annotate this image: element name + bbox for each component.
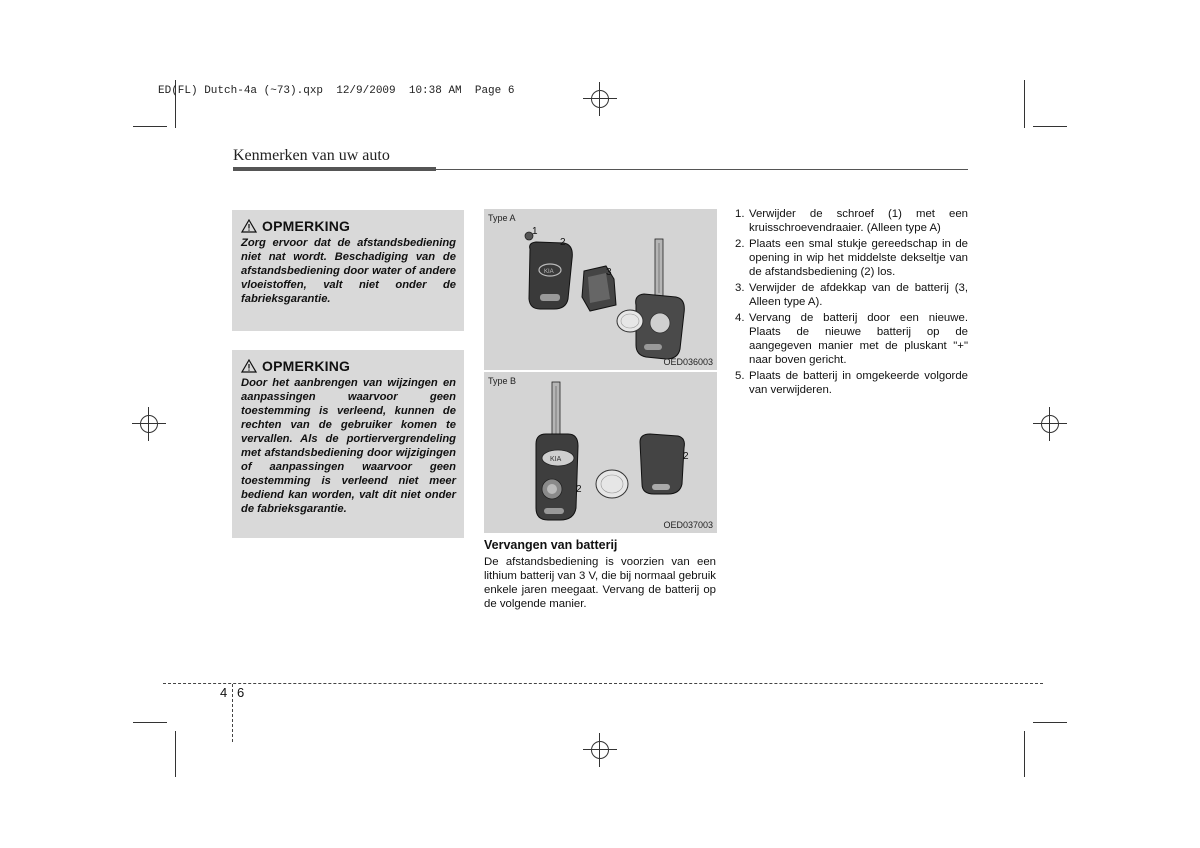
step-number: 3. xyxy=(735,282,745,294)
step-text: Verwijder de schroef (1) met een kruisschroevendraaier. (Alleen type A) xyxy=(749,208,968,234)
warning-triangle-icon xyxy=(241,359,257,373)
chapter-number: 4 xyxy=(220,685,228,700)
registration-mark-icon xyxy=(583,82,617,116)
step-number: 2. xyxy=(735,238,745,250)
list-item xyxy=(735,207,968,235)
figure-code: OED037003 xyxy=(663,520,713,530)
registration-mark-icon xyxy=(132,407,166,441)
callout-number: 3 xyxy=(606,267,612,278)
note-box xyxy=(232,210,464,331)
remote-key-type-b-illustration xyxy=(484,372,717,533)
list-item xyxy=(735,311,968,367)
list-item xyxy=(735,281,968,309)
registration-mark-icon xyxy=(1033,407,1067,441)
callout-number: 1 xyxy=(532,226,538,237)
callout-number: 2 xyxy=(576,484,582,495)
crop-mark xyxy=(133,126,167,127)
figure-type-a xyxy=(484,209,717,370)
step-list xyxy=(735,207,968,399)
step-text: Verwijder de afdekkap van de batterij (3, Alleen type A). xyxy=(749,282,968,308)
list-item xyxy=(735,237,968,279)
warning-triangle-icon xyxy=(241,219,257,233)
callout-number: 2 xyxy=(683,451,689,462)
step-text: Plaats een smal stukje gereedschap in de opening in wip het middelste dekseltje van de afstandsbediening (2) los. xyxy=(749,238,968,278)
note-text: Door het aanbrengen van wijzingen en aanpassingen waarvoor geen toestemming is verleend, kunnen de rechten van de gebruiker komen te vervallen. Als de portiervergrendeling met afstandsbediening door wijzigingen of aanpassingen waarvoor geen toestemming is verleend niet meer bediend kan worden, valt dit niet onder de fabrieksgarantie. xyxy=(241,377,456,515)
section-heading: Vervangen van batterij xyxy=(484,538,618,552)
note-box xyxy=(232,350,464,538)
section-paragraph: De afstandsbediening is voorzien van een lithium batterij van 3 V, die bij normaal gebruik enkele jaren meegaat. Vervang de batterij op de volgende manier. xyxy=(484,556,716,610)
list-item xyxy=(735,369,968,397)
crop-mark xyxy=(1024,731,1025,777)
note-title: OPMERKING xyxy=(262,218,351,234)
header-rule xyxy=(436,169,968,170)
crop-mark xyxy=(1033,126,1067,127)
footer-divider xyxy=(232,684,233,742)
note-header xyxy=(241,358,456,374)
svg-text:KIA: KIA xyxy=(544,269,554,275)
figure-type-b xyxy=(484,372,717,533)
remote-key-type-a-illustration xyxy=(484,209,717,370)
crop-mark xyxy=(175,731,176,777)
footer-rule xyxy=(163,683,1043,684)
figure-label: Type A xyxy=(488,213,516,223)
step-number: 5. xyxy=(735,370,745,382)
page-number: 6 xyxy=(237,685,245,700)
step-number: 4. xyxy=(735,312,745,324)
step-number: 1. xyxy=(735,208,745,220)
figure-label: Type B xyxy=(488,376,517,386)
note-title: OPMERKING xyxy=(262,358,351,374)
callout-number: 2 xyxy=(560,237,566,248)
step-text: Plaats de batterij in omgekeerde volgorde van verwijderen. xyxy=(749,370,968,396)
crop-mark xyxy=(133,722,167,723)
crop-mark xyxy=(1033,722,1067,723)
chapter-title: Kenmerken van uw auto xyxy=(233,147,390,164)
print-slug: ED(FL) Dutch-4a (~73).qxp 12/9/2009 10:38 AM Page 6 xyxy=(158,85,515,97)
note-header xyxy=(241,218,456,234)
step-text: Vervang de batterij door een nieuwe. Plaats de nieuwe batterij op de aangegeven manier met de pluskant "+" naar boven gericht. xyxy=(749,312,968,366)
registration-mark-icon xyxy=(583,733,617,767)
figure-code: OED036003 xyxy=(663,357,713,367)
svg-text:KIA: KIA xyxy=(550,456,562,463)
header-rule xyxy=(233,167,436,171)
note-text: Zorg ervoor dat de afstandsbediening niet nat wordt. Beschadiging van de afstandsbediening door water of andere vloeistoffen, valt niet onder de fabrieksgarantie. xyxy=(241,237,456,305)
crop-mark xyxy=(1024,80,1025,128)
